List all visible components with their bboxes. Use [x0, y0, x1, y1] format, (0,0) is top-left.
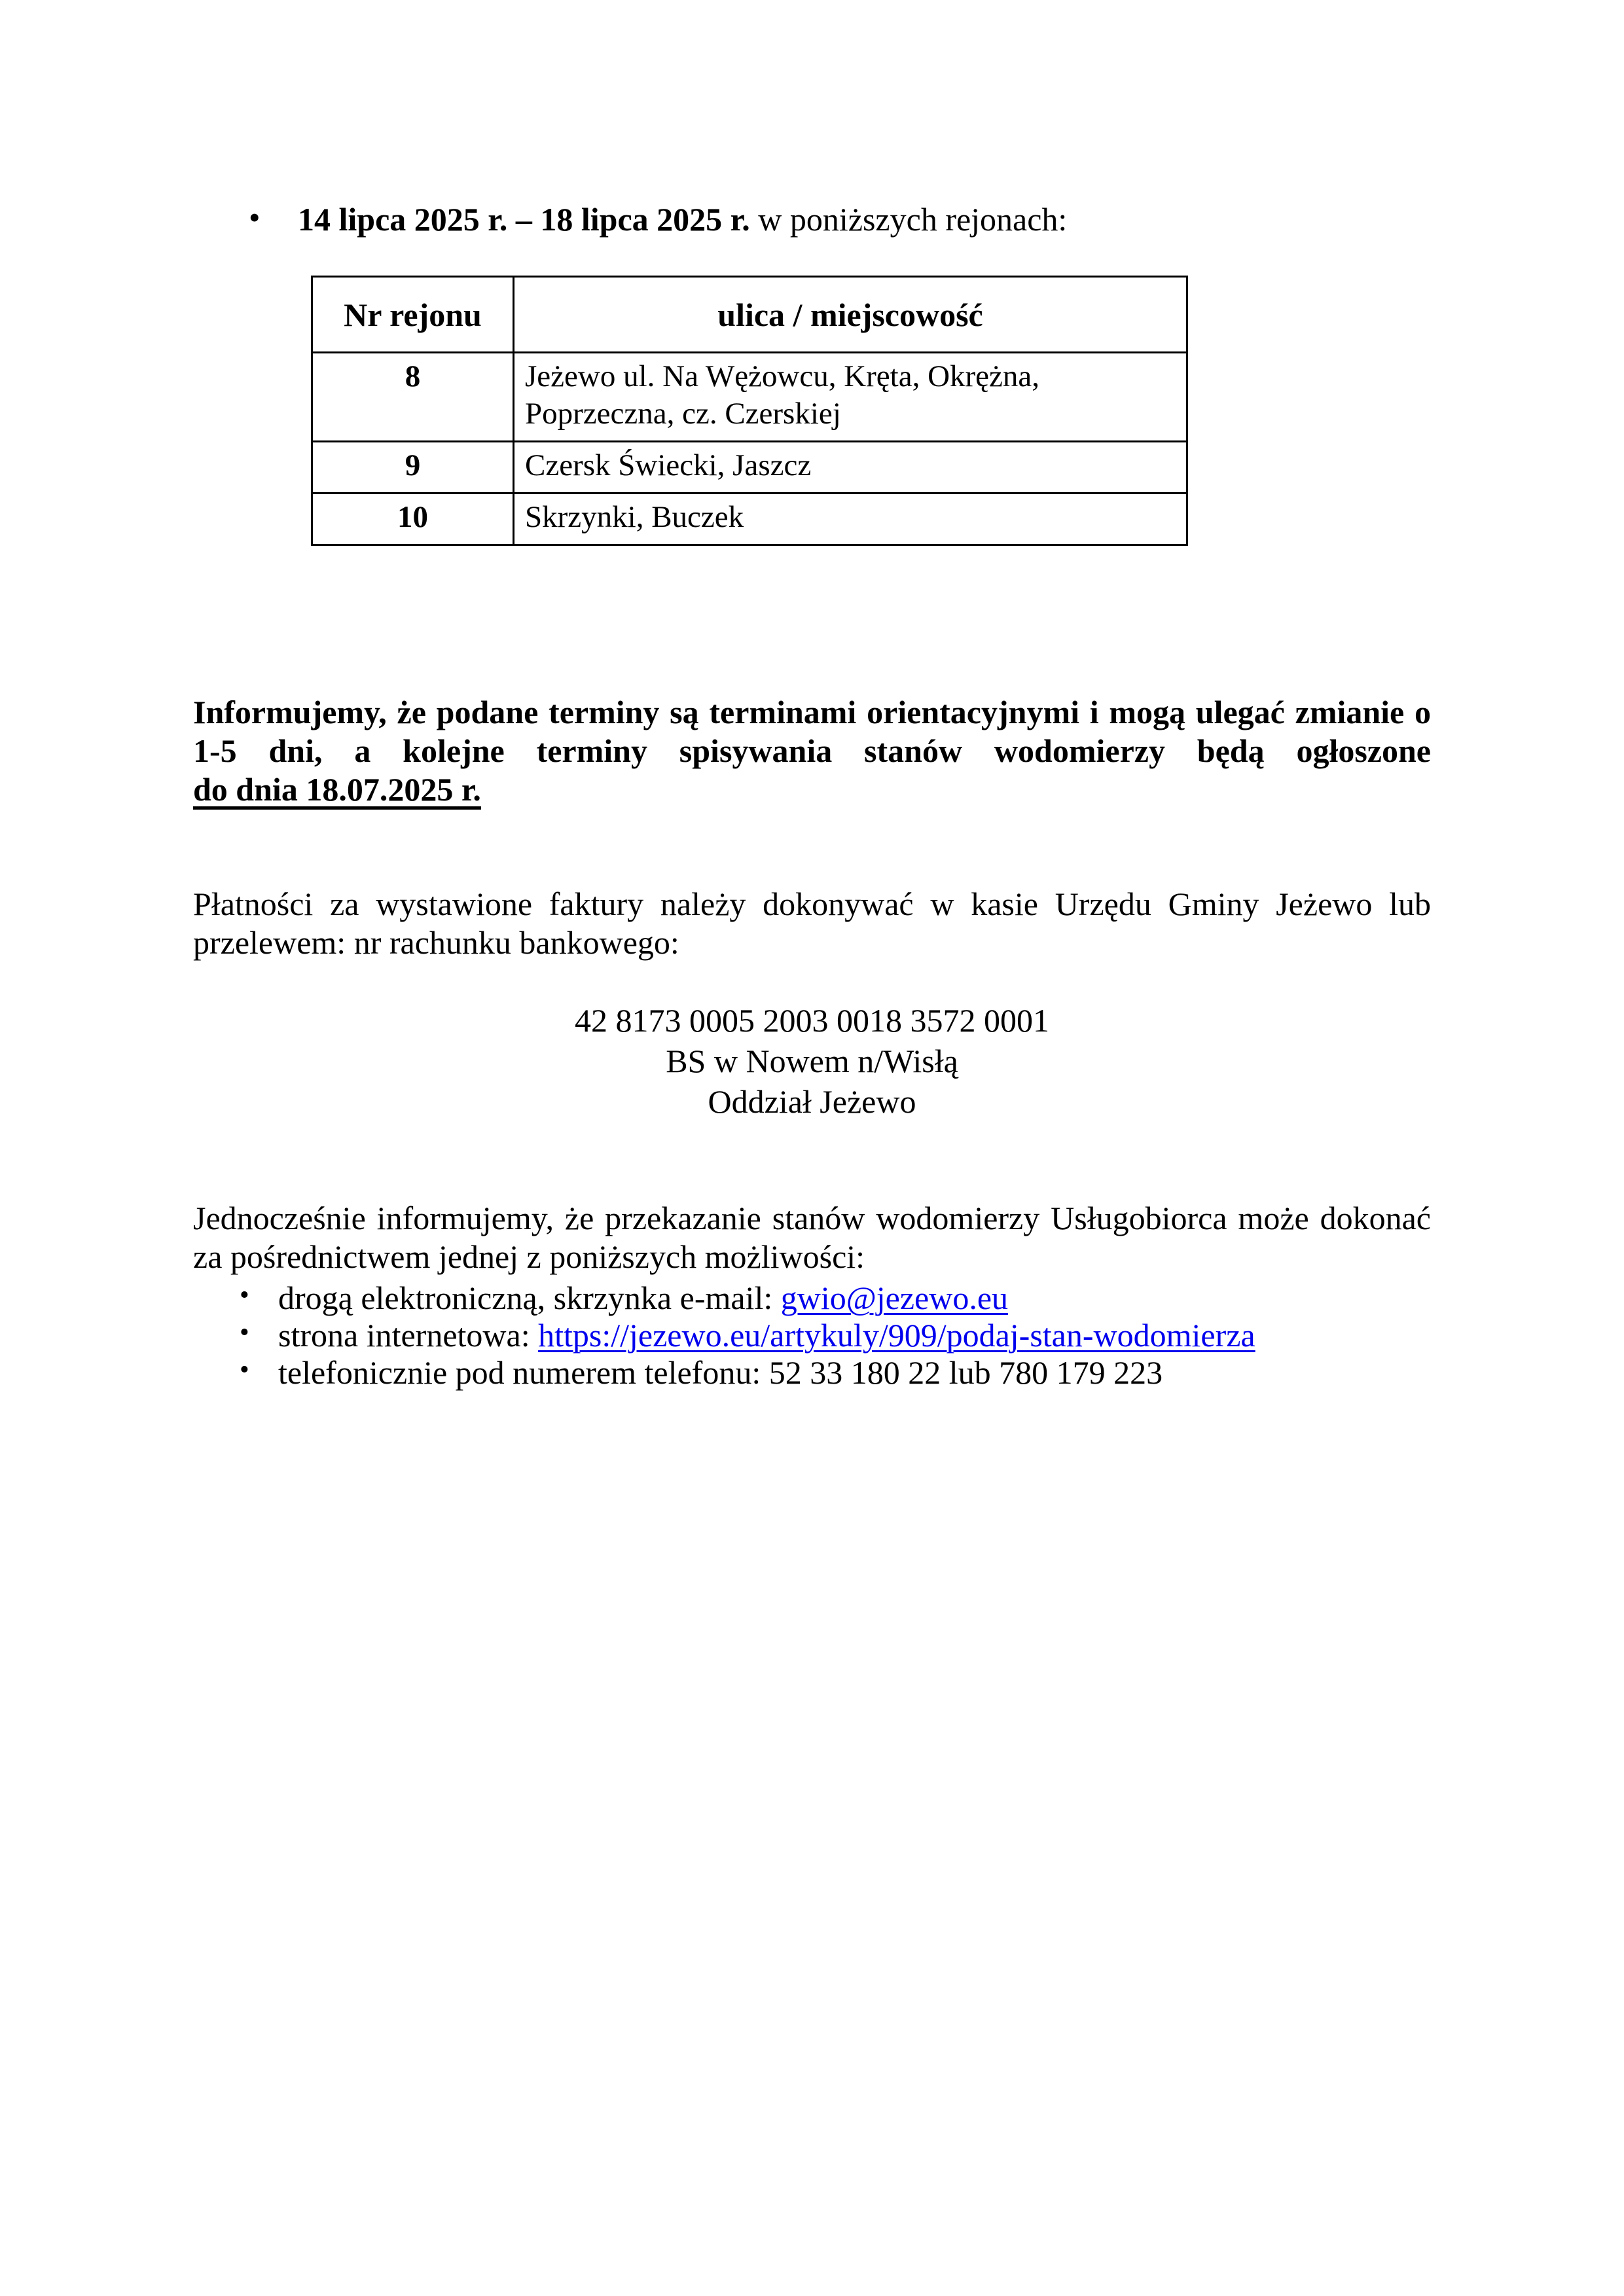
- payment-paragraph: [193, 885, 1431, 962]
- table-row: [312, 493, 1187, 545]
- region-table: [311, 276, 1188, 546]
- notice-paragraph: [193, 693, 1431, 809]
- table-header-region-number: Nr rejonu: [312, 277, 514, 353]
- bank-account-number: 42 8173 0005 2003 0018 3572 0001: [575, 1002, 1049, 1039]
- list-bullet-icon: •: [240, 1280, 249, 1310]
- submission-paragraph: [193, 1199, 1431, 1276]
- notice-line: Informujemy, że podane terminy są terminami orientacyjnymi i mogą ulegać zmianie o: [193, 694, 1431, 730]
- intro-text: w poniższych rejonach:: [749, 201, 1068, 238]
- list-bullet-icon: •: [249, 199, 261, 236]
- region-number-cell: 9: [312, 442, 514, 493]
- email-link[interactable]: gwio@jezewo.eu: [780, 1280, 1009, 1316]
- region-area-cell: Skrzynki, Buczek: [514, 493, 1187, 545]
- website-link[interactable]: https://jezewo.eu/artykuly/909/podaj-stan-wodomierza: [538, 1317, 1255, 1354]
- option-email: [193, 1280, 1431, 1317]
- option-phone-label: telefonicznie pod numerem telefonu: 52 33 180 22 lub 780 179 223: [278, 1354, 1163, 1391]
- bank-account-block: [193, 1000, 1431, 1122]
- option-website-label: strona internetowa:: [278, 1317, 539, 1354]
- notice-deadline: do dnia 18.07.2025 r.: [193, 771, 481, 808]
- list-bullet-icon: •: [240, 1318, 249, 1348]
- submission-line: Jednocześnie informujemy, że przekazanie stanów wodomierzy Usługobiorca może dokonać: [193, 1200, 1431, 1236]
- intro-date-range: 14 lipca 2025 r. – 18 lipca 2025 r.: [298, 201, 750, 238]
- table-header-street: ulica / miejscowość: [514, 277, 1187, 353]
- option-phone: [193, 1354, 1431, 1391]
- submission-line: za pośrednictwem jednej z poniższych możliwości:: [193, 1238, 865, 1275]
- notice-line: 1-5 dni, a kolejne terminy spisywania stanów wodomierzy będą ogłoszone: [193, 732, 1431, 769]
- table-row: [312, 353, 1187, 442]
- table-header-row: [312, 277, 1187, 353]
- option-email-label: drogą elektroniczną, skrzynka e-mail:: [278, 1280, 781, 1316]
- payment-line: Płatności za wystawione faktury należy dokonywać w kasie Urzędu Gminy Jeżewo lub: [193, 886, 1431, 922]
- region-area-cell: Jeżewo ul. Na Wężowcu, Kręta, Okrężna, Poprzeczna, cz. Czerskiej: [514, 353, 1187, 442]
- submission-options-list: [193, 1280, 1431, 1391]
- region-number-cell: 10: [312, 493, 514, 545]
- bank-branch: Oddział Jeżewo: [708, 1083, 916, 1120]
- list-bullet-icon: •: [240, 1355, 249, 1385]
- intro-bullet-line: [193, 200, 1431, 239]
- option-website: [193, 1317, 1431, 1354]
- table-row: [312, 442, 1187, 493]
- region-area-cell: Czersk Świecki, Jaszcz: [514, 442, 1187, 493]
- bank-name: BS w Nowem n/Wisłą: [666, 1043, 958, 1079]
- notice-deadline-line: [193, 770, 1431, 809]
- payment-line: przelewem: nr rachunku bankowego:: [193, 924, 679, 961]
- region-number-cell: 8: [312, 353, 514, 442]
